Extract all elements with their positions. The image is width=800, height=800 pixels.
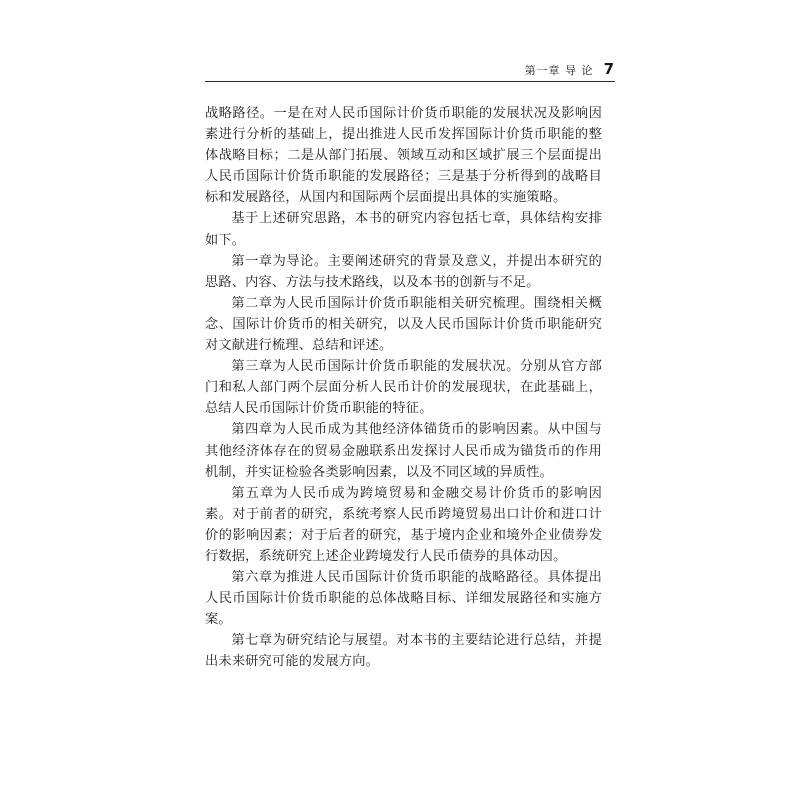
paragraph-chapter-3: 第三章为人民币国际计价货币职能的发展状况。分别从官方部门和私人部门两个层面分析人民币计价的发展现状，在此基础上，总结人民币国际计价货币职能的特征。	[205, 359, 602, 417]
page-number: 7	[603, 60, 615, 78]
paragraph-chapter-4: 第四章为人民币成为其他经济体锚货币的影响因素。从中国与其他经济体存在的贸易金融联系出发探讨人民币成为锚货币的作用机制，并实证检验各类影响因素，以及不同区域的异质性。	[205, 422, 602, 480]
running-header	[205, 60, 615, 80]
header-divider	[205, 81, 615, 82]
chapter-title: 第一章 导 论	[524, 64, 594, 77]
paragraph-chapter-6: 第六章为推进人民币国际计价货币职能的战略路径。具体提出人民币国际计价货币职能的总体战略目标、详细发展路径和实施方案。	[205, 570, 602, 628]
body-text	[205, 103, 602, 673]
paragraph-chapter-5: 第五章为人民币成为跨境贸易和金融交易计价货币的影响因素。对于前者的研究，系统考察人民币跨境贸易出口计价和进口计价的影响因素；对于后者的研究，基于境内企业和境外企业债券发行数据，系统研究上述企业跨境发行人民币债券的具体动因。	[205, 485, 602, 564]
paragraph-chapter-7: 第七章为研究结论与展望。对本书的主要结论进行总结，并提出未来研究可能的发展方向。	[205, 633, 602, 670]
paragraph-chapter-2: 第二章为人民币国际计价货币职能相关研究梳理。围绕相关概念、国际计价货币的相关研究，以及人民币国际计价货币职能研究对文献进行梳理、总结和评述。	[205, 295, 602, 354]
paragraph-chapter-1: 第一章为导论。主要阐述研究的背景及意义，并提出本研究的思路、内容、方法与技术路线，以及本书的创新与不足。	[205, 253, 602, 290]
paragraph-structure-intro: 基于上述研究思路，本书的研究内容包括七章，具体结构安排如下。	[205, 211, 602, 248]
paragraph-strategy-path: 战略路径。一是在对人民币国际计价货币职能的发展状况及影响因素进行分析的基础上，提出推进人民币发挥国际计价货币职能的整体战略目标；二是从部门拓展、领域互动和区域扩展三个层面提出人民币国际计价货币职能的发展路径；三是基于分析得到的战略目标和发展路径，从国内和国际两个层面提出具体的实施策略。	[205, 106, 602, 206]
